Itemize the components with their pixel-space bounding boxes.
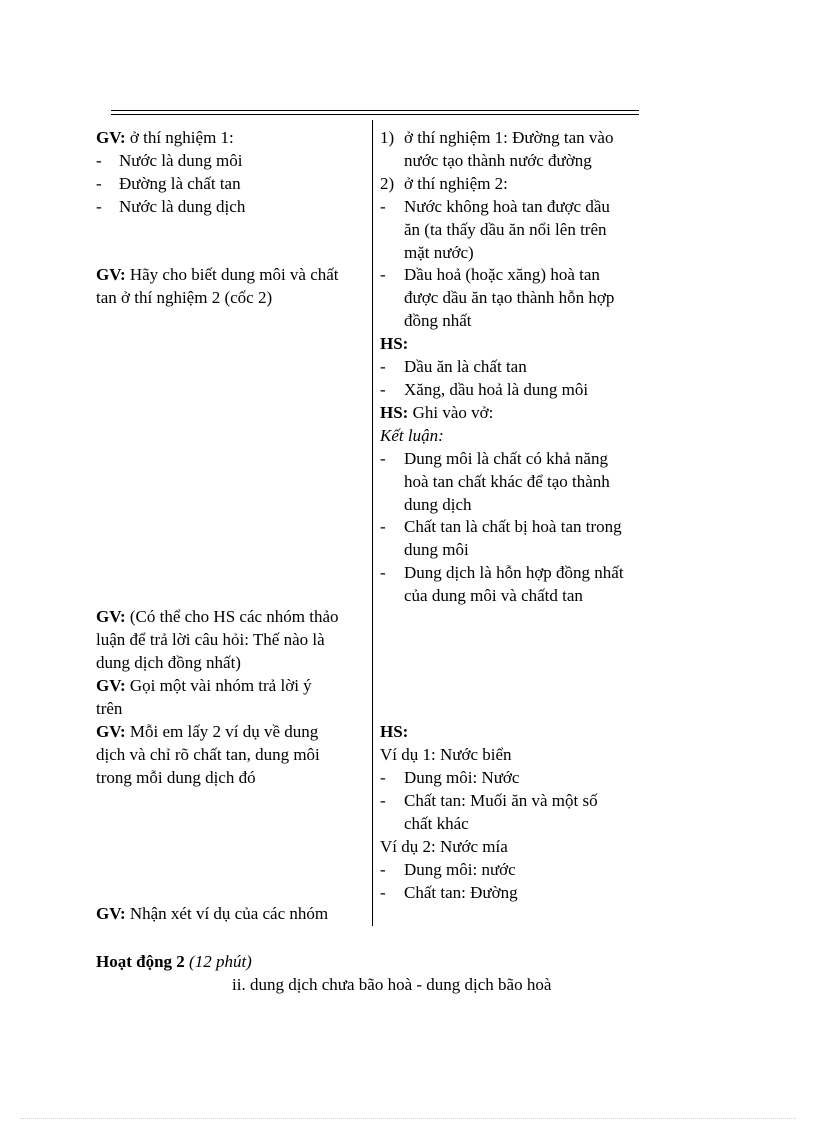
gv-note-3-line: luận để trả lời câu hỏi: Thế nào là — [96, 630, 325, 649]
answer-2-bullet-line: mặt nước) — [404, 243, 474, 262]
gv-note-6: GV: Nhận xét ví dụ của các nhóm — [96, 904, 329, 923]
hs-label: HS: — [380, 722, 409, 741]
gv-note-5-line: dịch và chỉ rõ chất tan, dung môi — [96, 745, 320, 764]
gv-note-2: GV: Hãy cho biết dung môi và chất — [96, 265, 339, 284]
column-divider — [372, 120, 373, 926]
gv-note-3-line: dung dịch đồng nhất) — [96, 653, 241, 672]
conclusion-item-line: dung dịch — [404, 495, 472, 514]
gv-note-1-item: - Đường là chất tan — [96, 174, 241, 193]
example-heading: Ví dụ 2: Nước mía — [380, 837, 508, 856]
conclusion-item: - Dung môi là chất có khả năng — [380, 449, 608, 468]
conclusion-item: - Dung dịch là hỗn hợp đồng nhất — [380, 563, 624, 582]
answer-1: 1) ở thí nghiệm 1: Đường tan vào — [380, 128, 614, 147]
answer-2-bullet: - Nước không hoà tan được dầu — [380, 197, 610, 216]
gv-note-2-line: tan ở thí nghiệm 2 (cốc 2) — [96, 288, 273, 307]
conclusion-heading: Kết luận: — [380, 426, 444, 445]
header-rule-bottom — [111, 114, 639, 115]
page-bottom-border — [20, 1118, 796, 1119]
conclusion-item-line: dung môi — [404, 540, 469, 559]
section-heading: ii. dung dịch chưa bão hoà - dung dịch bão hoà — [232, 975, 552, 994]
example-item: - Dung môi: nước — [380, 860, 516, 879]
gv-note-4: GV: Gọi một vài nhóm trả lời ý — [96, 676, 312, 695]
conclusion-item-line: hoà tan chất khác để tạo thành — [404, 472, 610, 491]
conclusion-item-line: của dung môi và chấtd tan — [404, 586, 583, 605]
example-item-line: chất khác — [404, 814, 469, 833]
gv-note-1-item: - Nước là dung dịch — [96, 197, 246, 216]
activity-heading: Hoạt động 2 (12 phút) — [96, 952, 252, 971]
header-rule-top — [111, 110, 639, 111]
gv-note-5-line: trong mỗi dung dịch đó — [96, 768, 256, 787]
answer-2-bullet-line: đồng nhất — [404, 311, 472, 330]
answer-2-bullet: - Dầu hoả (hoặc xăng) hoà tan — [380, 265, 600, 284]
answer-2-bullet-line: ăn (ta thấy dầu ăn nổi lên trên — [404, 220, 607, 239]
hs-item: - Xăng, dầu hoả là dung môi — [380, 380, 589, 399]
answer-2-bullet-line: được dầu ăn tạo thành hỗn hợp — [404, 288, 615, 307]
hs-item: - Dầu ăn là chất tan — [380, 357, 527, 376]
example-item: - Chất tan: Muối ăn và một số — [380, 791, 598, 810]
gv-note-3: GV: (Có thể cho HS các nhóm thảo — [96, 607, 339, 626]
hs-note: HS: Ghi vào vở: — [380, 403, 494, 422]
example-item: - Chất tan: Đường — [380, 883, 518, 902]
hs-label: HS: — [380, 334, 409, 353]
answer-1-line: nước tạo thành nước đường — [404, 151, 592, 170]
gv-note-5: GV: Mỗi em lấy 2 ví dụ về dung — [96, 722, 319, 741]
gv-note-1-item: - Nước là dung môi — [96, 151, 243, 170]
example-item: - Dung môi: Nước — [380, 768, 520, 787]
example-heading: Ví dụ 1: Nước biển — [380, 745, 512, 764]
gv-note-4-line: trên — [96, 699, 123, 718]
conclusion-item: - Chất tan là chất bị hoà tan trong — [380, 517, 622, 536]
answer-2: 2) ở thí nghiệm 2: — [380, 174, 508, 193]
gv-note-1: GV: ở thí nghiệm 1: — [96, 128, 234, 147]
